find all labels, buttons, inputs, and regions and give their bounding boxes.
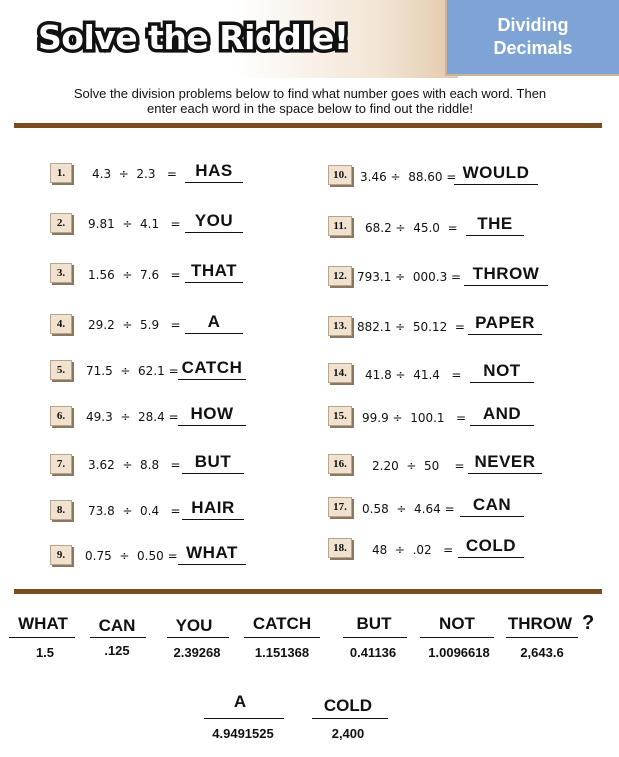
problem-number: 16. [328, 454, 352, 474]
answer-field[interactable]: THE [466, 214, 524, 236]
problem-number: 13. [328, 316, 352, 336]
bottom-divider [14, 589, 602, 594]
riddle-number: 2,643.6 [520, 645, 564, 660]
answer-field[interactable]: PAPER [468, 313, 542, 335]
problem-expression: 0.75 ÷ 0.50 = [85, 549, 178, 563]
answer-field[interactable]: A [185, 312, 243, 334]
answer-field[interactable]: THROW [464, 264, 548, 286]
riddle-word: THROW [507, 614, 573, 633]
problem-number: 3. [50, 263, 72, 283]
instructions [20, 86, 600, 116]
instructions-line1: Solve the division problems below to find what number goes with each word. Then [73, 86, 547, 101]
riddle-number: .125 [104, 643, 130, 658]
topic-tab-line1: Dividing [497, 15, 569, 35]
problem-expression: 73.8 ÷ 0.4 = [88, 504, 181, 518]
problem-expression: 48 ÷ .02 = [372, 543, 454, 557]
problem-expression: 68.2 ÷ 45.0 = [365, 221, 458, 235]
problem-number: 6. [50, 406, 72, 426]
problem-number: 8. [50, 500, 72, 520]
problem-number: 18. [328, 538, 352, 558]
problem-number: 2. [50, 213, 72, 233]
answer-field[interactable]: CATCH [178, 358, 246, 380]
riddle-line [90, 637, 146, 638]
answer-field[interactable]: BUT [182, 452, 244, 474]
top-divider [14, 123, 602, 128]
riddle-line [506, 637, 578, 638]
problem-expression: 4.3 ÷ 2.3 = [92, 167, 177, 181]
problem-expression: 9.81 ÷ 4.1 = [88, 217, 181, 231]
riddle-number: 4.9491525 [212, 726, 274, 741]
answer-field[interactable]: COLD [458, 536, 524, 558]
problem-number: 7. [50, 454, 72, 474]
problem-expression: 2.20 ÷ 50 = [372, 459, 465, 473]
riddle-word: NOT [439, 614, 475, 633]
riddle-line [420, 637, 494, 638]
problem-number: 9. [50, 545, 72, 565]
problem-number: 5. [50, 360, 72, 380]
problem-expression: 882.1 ÷ 50.12 = [357, 320, 465, 334]
problem-expression: 793.1 ÷ 000.3 = [357, 270, 462, 284]
problem-number: 15. [328, 406, 352, 426]
answer-field[interactable]: WOULD [454, 163, 538, 185]
riddle-number: 0.41136 [349, 645, 397, 660]
riddle-word: YOU [175, 616, 213, 635]
answer-field[interactable]: AND [470, 404, 534, 426]
problem-number: 1. [50, 163, 72, 183]
problem-expression: 99.9 ÷ 100.1 = [362, 411, 467, 425]
riddle-question-mark: ? [582, 612, 595, 634]
riddle-word: WHAT [18, 614, 68, 633]
riddle-word: A [233, 692, 247, 711]
problem-expression: 3.46 ÷ 88.60 = [360, 170, 457, 184]
riddle-line [9, 637, 75, 638]
riddle-line [244, 637, 320, 638]
topic-tab-line2: Decimals [493, 38, 573, 58]
answer-field[interactable]: YOU [185, 211, 243, 233]
riddle-line [343, 637, 407, 638]
riddle-word: COLD [323, 696, 373, 715]
answer-field[interactable]: WHAT [178, 543, 246, 565]
riddle-word: BUT [356, 614, 392, 633]
page-title: Solve the Riddle! [38, 18, 349, 57]
riddle-number: 2,400 [331, 726, 365, 741]
answer-field[interactable]: NOT [470, 361, 534, 383]
riddle-line [312, 718, 388, 719]
problem-number: 14. [328, 363, 352, 383]
problem-expression: 49.3 ÷ 28.4 = [86, 410, 179, 424]
riddle-line [167, 637, 229, 638]
problem-expression: 3.62 ÷ 8.8 = [88, 458, 181, 472]
problem-number: 4. [50, 314, 72, 334]
problem-number: 12. [328, 266, 352, 286]
instructions-line2: enter each word in the space below to find out the riddle! [147, 101, 473, 116]
problem-number: 10. [328, 165, 352, 185]
problem-expression: 41.8 ÷ 41.4 = [365, 368, 462, 382]
riddle-number: 1.0096618 [428, 645, 490, 660]
problem-number: 17. [328, 497, 352, 517]
riddle-number: 1.5 [35, 645, 55, 660]
riddle-number: 1.151368 [254, 645, 310, 660]
problem-expression: 29.2 ÷ 5.9 = [88, 318, 181, 332]
answer-field[interactable]: NEVER [468, 452, 542, 474]
riddle-number: 2.39268 [173, 645, 221, 660]
problem-expression: 0.58 ÷ 4.64 = [362, 502, 455, 516]
topic-tab [445, 0, 619, 76]
problem-expression: 71.5 ÷ 62.1 = [86, 364, 179, 378]
answer-field[interactable]: HAIR [182, 498, 244, 520]
answer-field[interactable]: THAT [185, 261, 243, 283]
riddle-line [204, 718, 284, 719]
riddle-word: CAN [98, 616, 136, 635]
problem-number: 11. [328, 216, 352, 236]
answer-field[interactable]: CAN [460, 495, 524, 517]
answer-field[interactable]: HOW [178, 404, 246, 426]
problem-expression: 1.56 ÷ 7.6 = [88, 268, 181, 282]
answer-field[interactable]: HAS [185, 161, 243, 183]
riddle-word: CATCH [252, 614, 312, 633]
